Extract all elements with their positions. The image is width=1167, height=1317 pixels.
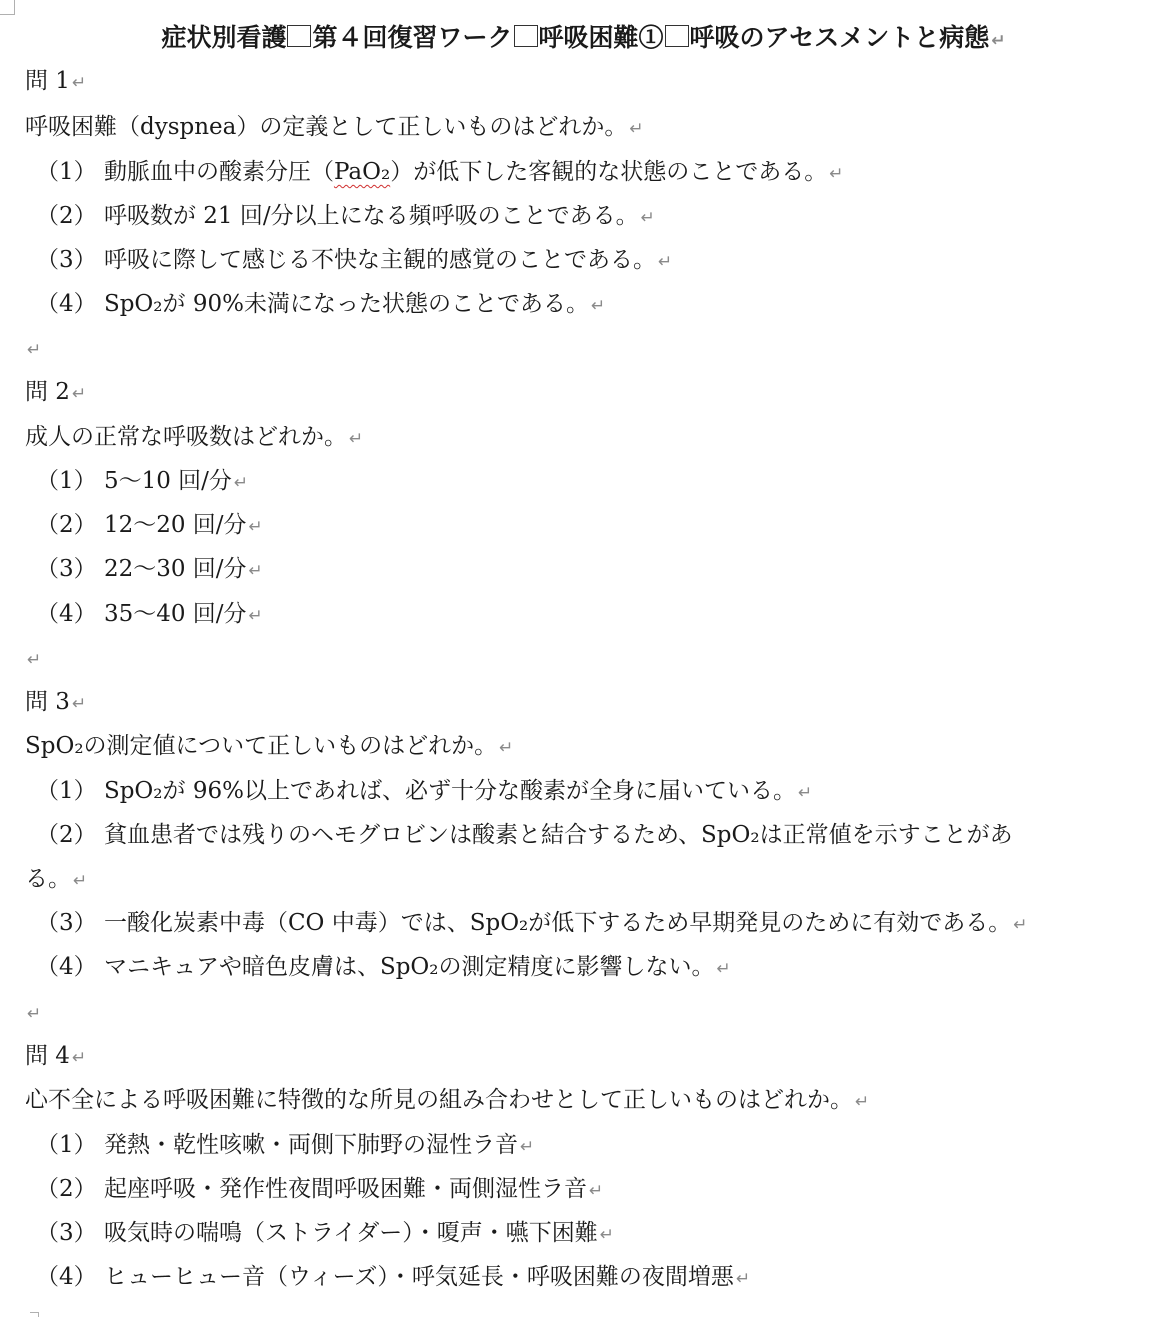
- paragraph-mark: ↵: [71, 384, 87, 404]
- answer-option[interactable]: （2） 12～20 回/分 ↵: [36, 512, 263, 538]
- paragraph-mark: ↵: [590, 296, 606, 316]
- paragraph-mark: ↵: [735, 1269, 751, 1289]
- paragraph-mark: ↵: [991, 31, 1006, 51]
- paragraph-mark: ↵: [588, 1181, 604, 1201]
- answer-option[interactable]: （1） 動脈血中の酸素分圧（PaO₂）が低下した客観的な状態のことである。 ↵: [36, 159, 844, 185]
- paragraph-mark: ↵: [519, 1137, 535, 1157]
- paragraph-mark: ↵: [71, 1048, 87, 1068]
- answer-option[interactable]: （4） マニキュアや暗色皮膚は、SpO₂の測定精度に影響しない。 ↵: [36, 954, 731, 980]
- paragraph-mark: ↵: [349, 429, 364, 449]
- empty-paragraph[interactable]: [25, 641, 41, 677]
- paragraph-mark: ↵: [248, 561, 263, 581]
- answer-option[interactable]: （3） 呼吸に際して感じる不快な主観的感覚のことである。 ↵: [36, 247, 673, 273]
- paragraph-mark: ↵: [71, 73, 87, 93]
- answer-option[interactable]: （4） 35～40 回/分 ↵: [36, 601, 263, 627]
- question-number[interactable]: 問 4 ↵: [25, 1043, 87, 1069]
- title-part-1: 症状別看護: [161, 23, 287, 52]
- paragraph-mark: ↵: [797, 783, 813, 803]
- paragraph-mark: ↵: [27, 1004, 42, 1024]
- paragraph-mark: ↵: [27, 340, 42, 360]
- answer-option[interactable]: （2） 貧血患者では残りのヘモグロビンは酸素と結合するため、SpO₂は正常値を示すことがあ: [36, 822, 1013, 848]
- title-part-4: 呼吸のアセスメントと病態: [689, 23, 990, 52]
- spellcheck-underline: PaO₂: [333, 159, 391, 185]
- placeholder-box: [665, 25, 689, 47]
- paragraph-mark: ↵: [71, 694, 87, 714]
- title-part-3: 呼吸困難①: [538, 23, 664, 52]
- paragraph-mark: ↵: [629, 119, 644, 139]
- paragraph-mark: ↵: [248, 606, 263, 626]
- answer-option[interactable]: （2） 呼吸数が 21 回/分以上になる頻呼吸のことである。 ↵: [36, 203, 655, 229]
- question-number[interactable]: 問 1 ↵: [25, 68, 87, 94]
- paragraph-mark: ↵: [499, 738, 514, 758]
- document-title[interactable]: [0, 20, 1167, 59]
- question-stem[interactable]: SpO₂の測定値について正しいものはどれか。 ↵: [25, 733, 514, 759]
- paragraph-mark: ↵: [27, 650, 42, 670]
- title-part-2: 第４回復習ワーク: [312, 23, 513, 52]
- answer-option-continuation[interactable]: る。 ↵: [25, 866, 88, 892]
- question-number[interactable]: 問 3 ↵: [25, 689, 87, 715]
- paragraph-mark: ↵: [248, 517, 263, 537]
- answer-option[interactable]: （1） 発熱・乾性咳嗽・両側下肺野の湿性ラ音 ↵: [36, 1132, 535, 1158]
- question-stem[interactable]: 心不全による呼吸困難に特徴的な所見の組み合わせとして正しいものはどれか。 ↵: [25, 1087, 870, 1113]
- answer-option[interactable]: （4） SpO₂が 90%未満になった状態のことである。 ↵: [36, 291, 606, 317]
- answer-option[interactable]: （4） ヒューヒュー音（ウィーズ）・呼気延長・呼吸困難の夜間増悪 ↵: [36, 1264, 751, 1290]
- question-number[interactable]: 問 2 ↵: [25, 379, 87, 405]
- paragraph-mark: ↵: [1013, 915, 1028, 935]
- answer-option[interactable]: （3） 一酸化炭素中毒（CO 中毒）では、SpO₂が低下するため早期発見のために有効である。 ↵: [36, 910, 1028, 936]
- empty-paragraph[interactable]: [25, 331, 41, 367]
- placeholder-box: [514, 25, 538, 47]
- answer-option[interactable]: （2） 起座呼吸・発作性夜間呼吸困難・両側湿性ラ音 ↵: [36, 1176, 604, 1202]
- answer-option[interactable]: （1） SpO₂が 96%以上であれば、必ず十分な酸素が全身に届いている。 ↵: [36, 778, 813, 804]
- answer-option[interactable]: （3） 吸気時の喘鳴（ストライダー）・嗄声・嚥下困難 ↵: [36, 1220, 615, 1246]
- question-stem[interactable]: 成人の正常な呼吸数はどれか。 ↵: [25, 424, 364, 450]
- paragraph-mark: ↵: [855, 1092, 870, 1112]
- question-stem[interactable]: 呼吸困難（dyspnea）の定義として正しいものはどれか。 ↵: [25, 114, 644, 140]
- answer-option[interactable]: （3） 22～30 回/分 ↵: [36, 556, 263, 582]
- paragraph-mark: ↵: [657, 252, 673, 272]
- answer-option[interactable]: （1） 5～10 回/分 ↵: [36, 468, 249, 494]
- page-corner-mark: [30, 1312, 39, 1317]
- paragraph-mark: ↵: [599, 1225, 615, 1245]
- paragraph-mark: ↵: [716, 959, 731, 979]
- placeholder-box: [287, 25, 311, 47]
- paragraph-mark: ↵: [640, 208, 655, 228]
- paragraph-mark: ↵: [233, 473, 249, 493]
- paragraph-mark: ↵: [829, 164, 844, 184]
- empty-paragraph[interactable]: [25, 995, 41, 1031]
- paragraph-mark: ↵: [73, 871, 88, 891]
- page-corner-mark: [0, 0, 15, 15]
